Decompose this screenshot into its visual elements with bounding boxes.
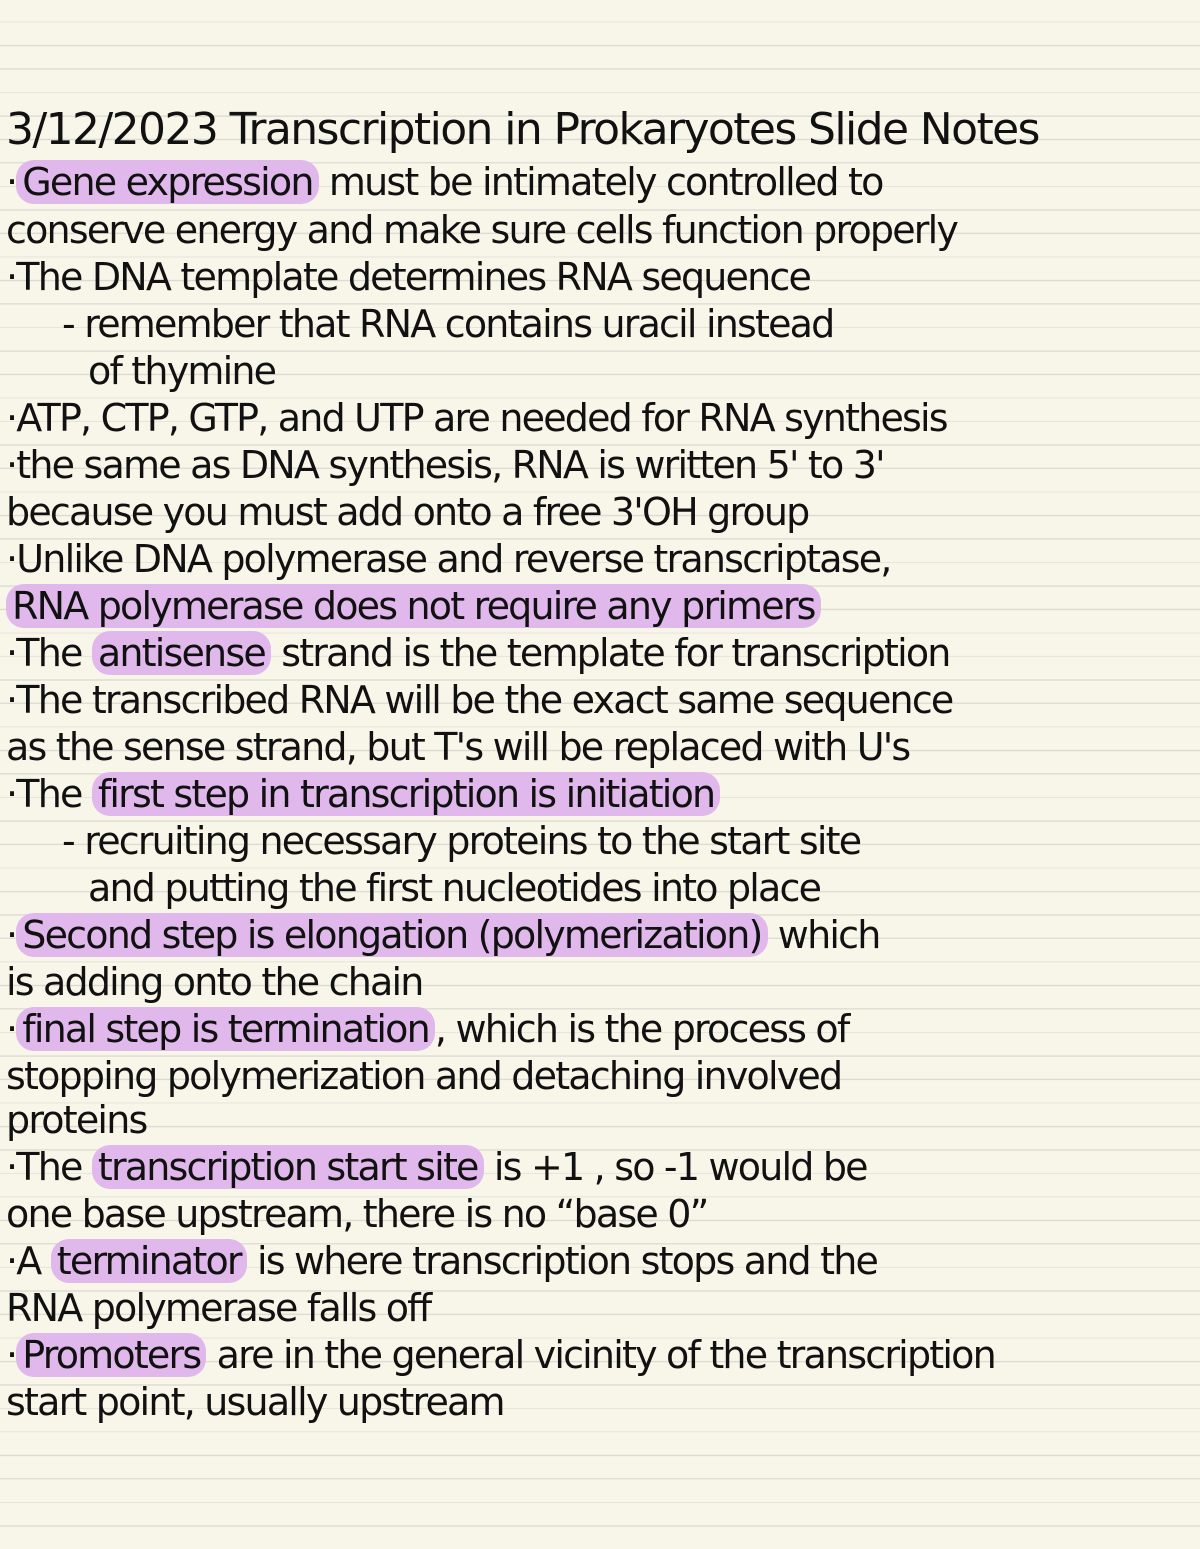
note-line-15: - recruiting necessary proteins to the start site <box>62 819 861 863</box>
note-line-25: RNA polymerase falls off <box>6 1286 431 1330</box>
highlight-promoters: Promoters <box>16 1333 206 1377</box>
note-line-13: as the sense strand, but T's will be replaced with U's <box>6 725 910 769</box>
dash: - <box>62 819 85 863</box>
bullet: · <box>6 913 17 957</box>
highlight-termination: final step is termination <box>16 1007 435 1051</box>
note-line-14: ·The first step in transcription is initiation <box>6 770 720 818</box>
note-line-18: is adding onto the chain <box>6 960 423 1004</box>
note-line-8: because you must add onto a free 3'OH group <box>6 490 809 534</box>
note-line-20: stopping polymerization and detaching involved <box>6 1054 842 1098</box>
note-line-6: ·ATP, CTP, GTP, and UTP are needed for RNA synthesis <box>6 396 947 440</box>
highlight-elongation: Second step is elongation (polymerization) <box>16 913 767 957</box>
note-line-12: ·The transcribed RNA will be the exact same sequence <box>6 678 953 722</box>
highlight-gene-expression: Gene expression <box>16 160 318 204</box>
note-line-27: start point, usually upstream <box>6 1380 504 1424</box>
bullet: · <box>6 255 17 299</box>
note-line-19: · final step is termination , which is the process of <box>6 1007 849 1051</box>
bullet: · <box>6 631 17 675</box>
note-line-11: ·The antisense strand is the template for transcription <box>6 631 950 675</box>
bullet: · <box>6 772 17 816</box>
note-line-1: · Gene expression must be intimately controlled to <box>6 160 883 204</box>
highlight-terminator: terminator <box>51 1239 247 1283</box>
bullet: · <box>6 160 17 204</box>
bullet: · <box>6 678 17 722</box>
bullet: · <box>6 1145 17 1189</box>
bullet: · <box>6 1007 17 1051</box>
note-line-21: proteins <box>6 1098 147 1142</box>
bullet: · <box>6 443 17 487</box>
note-date: 3/12/2023 <box>6 104 218 155</box>
highlight-antisense: antisense <box>92 631 271 675</box>
note-line-17: · Second step is elongation (polymerization) which <box>6 913 880 957</box>
note-line-3: ·The DNA template determines RNA sequence <box>6 255 811 299</box>
note-line-23: one base upstream, there is no “base 0” <box>6 1192 708 1236</box>
note-title: Transcription in Prokaryotes Slide Notes <box>229 104 1039 155</box>
note-line-7: ·the same as DNA synthesis, RNA is written 5' to 3' <box>6 443 884 487</box>
note-line-2: conserve energy and make sure cells function properly <box>6 208 958 252</box>
note-line-26: · Promoters are in the general vicinity of the transcription <box>6 1333 995 1377</box>
note-line-4: - remember that RNA contains uracil instead <box>62 302 834 346</box>
note-line-24: ·A terminator is where transcription stops and the <box>6 1239 878 1283</box>
dash: - <box>62 302 85 346</box>
bullet: · <box>6 1239 17 1283</box>
highlight-initiation: first step in transcription is initiation <box>92 772 720 816</box>
note-line-16: and putting the first nucleotides into place <box>88 866 821 910</box>
bullet: · <box>6 396 17 440</box>
highlight-rna-polymerase: RNA polymerase does not require any primers <box>6 584 821 628</box>
note-line-22: ·The transcription start site is +1 , so -1 would be <box>6 1145 867 1189</box>
note-line-10 <box>6 582 821 630</box>
note-line-9: ·Unlike DNA polymerase and reverse transcriptase, <box>6 537 891 581</box>
note-line-5: of thymine <box>88 349 276 393</box>
bullet: · <box>6 1333 17 1377</box>
title-line <box>6 106 1039 154</box>
highlight-start-site: transcription start site <box>92 1145 484 1189</box>
bullet: · <box>6 537 17 581</box>
